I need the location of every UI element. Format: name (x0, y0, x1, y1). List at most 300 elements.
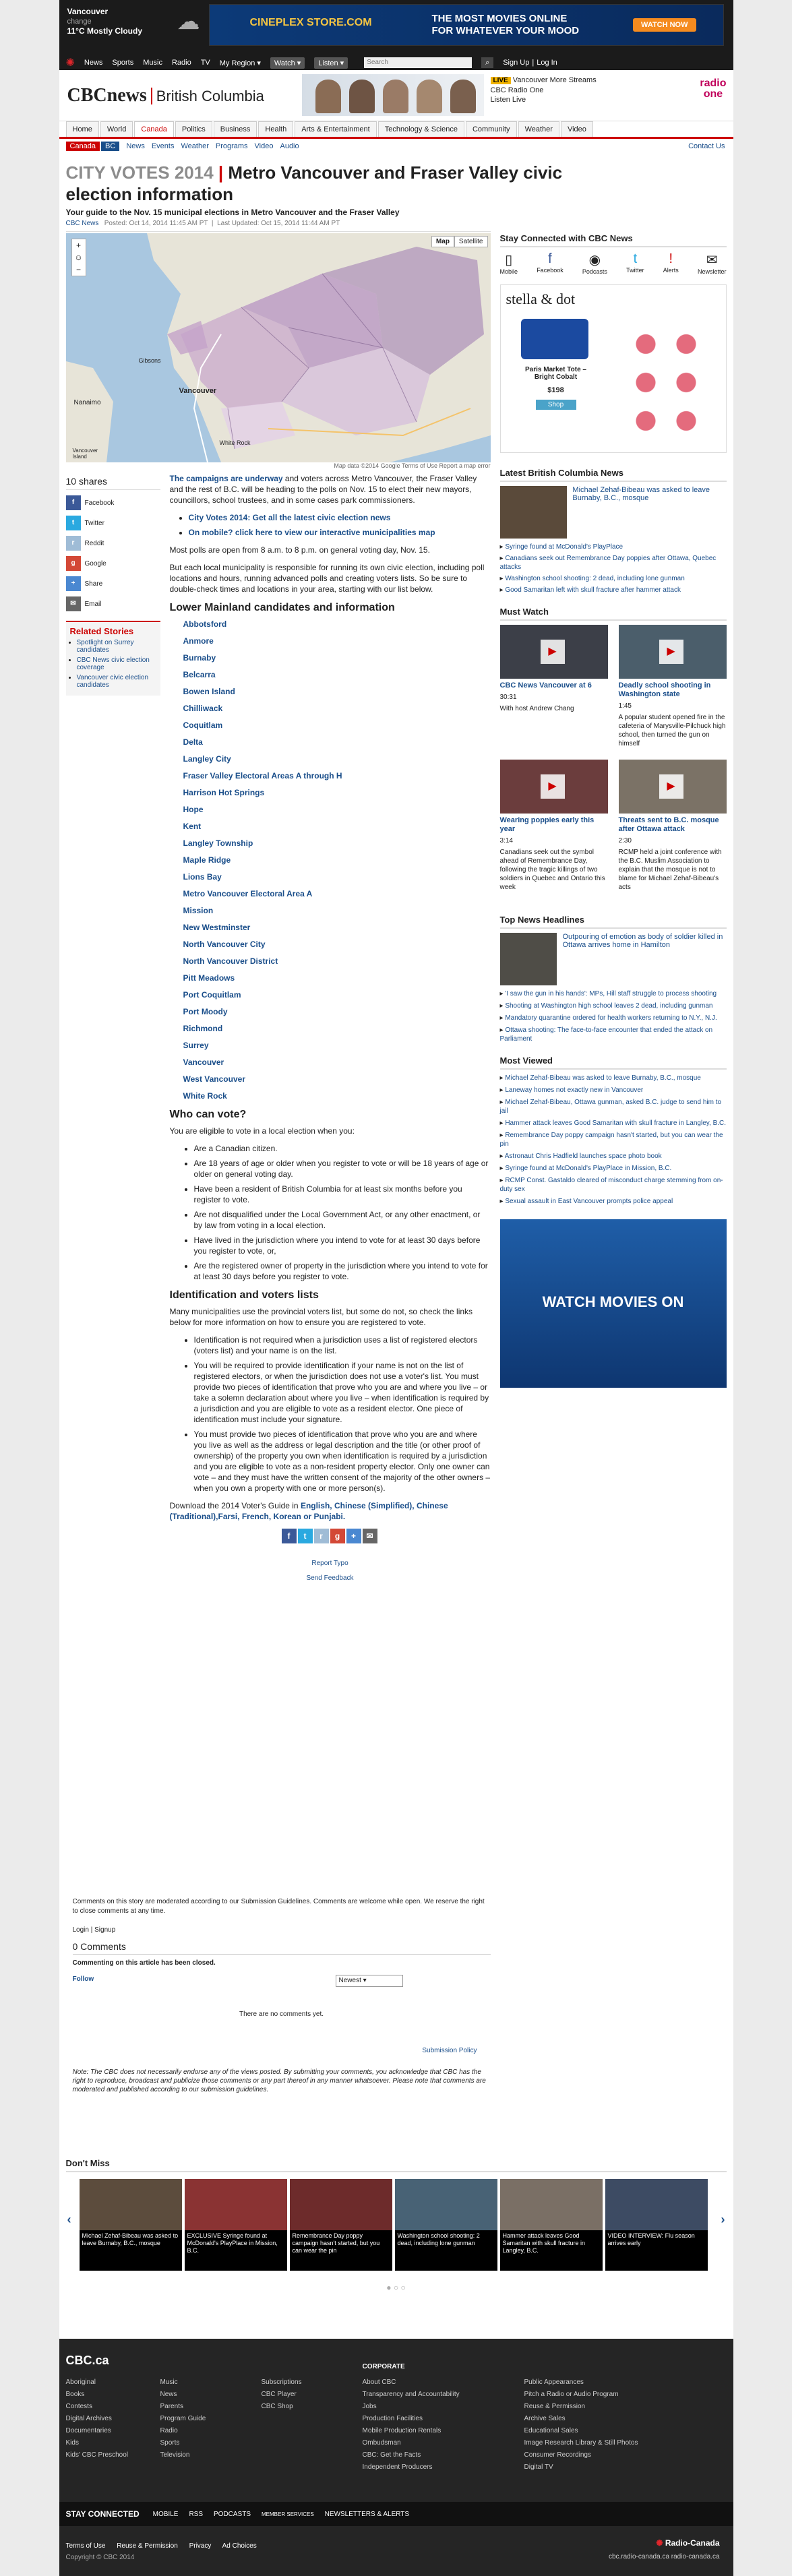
footer-link[interactable]: Pitch a Radio or Audio Program (524, 2391, 619, 2398)
most-viewed-list (500, 1074, 727, 1206)
stay-link[interactable]: MEMBER SERVICES (262, 2511, 314, 2517)
video-duration: 2:30 (618, 837, 632, 845)
login-signup-link[interactable]: Login | Signup (72, 1926, 116, 1934)
footer-link[interactable]: CBC Player (261, 2391, 297, 2398)
video-title[interactable]: Deadly school shooting in Washington state (618, 681, 711, 698)
footer-link[interactable]: Contests (65, 2403, 92, 2410)
latest-news-link[interactable]: Washington school shooting: 2 dead, including lone gunman (505, 575, 685, 582)
video-card[interactable] (619, 760, 727, 894)
dont-miss-card[interactable] (80, 2179, 182, 2271)
mobile-icon: ▯ (505, 253, 513, 268)
stay-link[interactable]: RSS (189, 2510, 203, 2518)
municipality-item (183, 770, 491, 781)
share-count: 10 shares (66, 476, 160, 490)
ad-product: Paris Market Tote – Bright Cobalt (525, 366, 586, 381)
carousel-next-icon[interactable]: › (721, 2213, 725, 2226)
polls-paragraph: Most polls are open from 8 a.m. to 8 p.m. on general voting day, Nov. 15. (169, 545, 430, 555)
pegman-icon[interactable]: ☺ (74, 253, 83, 262)
signup-link[interactable]: Sign Up (503, 59, 530, 67)
submission-policy-text[interactable]: Submission Policy (422, 2047, 477, 2054)
tab-home[interactable]: Home (66, 121, 99, 137)
share-reddit-label: Reddit (84, 539, 104, 547)
watch-movies-ad[interactable] (500, 1219, 727, 1388)
listen-live-link[interactable]: Listen Live (490, 96, 526, 104)
most-viewed-link[interactable]: RCMP Const. Gastaldo cleared of misconduct charge stemming from on-duty sex (499, 1177, 723, 1193)
footer-link[interactable]: Independent Producers (362, 2463, 433, 2471)
comment-note: Note: The CBC does not necessarily endorse any of the views posted. By submitting your comments, you acknowledge that CBC has the right to reproduce, broadcast and publicize those comments or any part thereof in any manner whatsoever. Please note that comments are moderated and published according to our submission guidelines. (72, 2068, 486, 2093)
identification-item: • You must provide two pieces of identification that prove who you are and where you live as well as the address or legal description and the title (or other proof of ownership) of the property you own when identification is required by a jurisdiction and you are eligible to vote as a non-resident property elector. Only one owner can vote – and they must have the written consent of the majority of the other owners – when you own a property with one or more person(s). (194, 1429, 491, 1494)
municipality-item (183, 1074, 491, 1084)
search-icon[interactable]: ⌕ (481, 57, 493, 68)
search-input[interactable]: Search (364, 57, 472, 68)
logo-text: CBCnews (67, 85, 147, 106)
municipality-link[interactable]: Lions Bay (183, 872, 222, 882)
video-duration: 1:45 (618, 702, 632, 710)
footer-link[interactable]: Production Facilities (362, 2415, 423, 2422)
video-thumb (619, 625, 727, 679)
stella-dot-ad[interactable] (500, 284, 727, 453)
article-meta: CBC News Posted: Oct 14, 2014 11:45 AM PT | Last Updated: Oct 15, 2014 11:44 AM PT (66, 220, 491, 232)
tab-weather[interactable]: Weather (518, 121, 559, 137)
most-viewed-link[interactable]: Remembrance Day poppy campaign hasn't started, but you can wear the pin (499, 1132, 723, 1148)
listen-button[interactable]: Listen ▾ (314, 57, 348, 69)
footer (59, 2339, 733, 2576)
global-nav-radio[interactable]: Radio (171, 59, 191, 67)
comment-policy: Comments on this story are moderated according to our Submission Guidelines. Comments are welcome while open. We reserve the right to close comments at any time. (72, 1898, 485, 1915)
connect-facebook[interactable] (537, 251, 563, 275)
share-facebook[interactable] (66, 495, 160, 510)
candidates-heading: Lower Mainland candidates and information (169, 602, 395, 613)
footer-link[interactable]: Jobs (362, 2403, 377, 2410)
footer-link[interactable]: Parents (160, 2403, 183, 2410)
video-thumb (500, 760, 608, 814)
weather-change-link[interactable]: change (67, 18, 92, 26)
municipality-link[interactable]: West Vancouver (183, 1074, 245, 1084)
connect-newsletter[interactable] (698, 251, 727, 275)
stay-link[interactable]: NEWSLETTERS & ALERTS (324, 2510, 410, 2518)
twitter-icon[interactable]: t (298, 1529, 313, 1543)
municipality-link[interactable]: New Westminster (183, 923, 251, 932)
subnav-video[interactable]: Video (254, 142, 274, 150)
footer-link[interactable]: Books (65, 2391, 85, 2398)
latest-news-list: ▸ Syringe found at McDonald's PlayPlace ▸ Canadians seek out Remembrance Day poppies after Ottawa, Quebec attacks ▸ Washington school shooting: 2 dead, including lone gunman ▸ Good Samaritan left with skull fracture after hammer attack (499, 543, 717, 594)
footer-link[interactable]: Program Guide (160, 2415, 206, 2422)
share-reddit[interactable] (66, 536, 160, 551)
connect-alerts[interactable] (663, 251, 679, 275)
share-email[interactable] (66, 596, 160, 611)
global-nav-sports[interactable]: Sports (112, 59, 134, 67)
municipality-link[interactable]: Burnaby (183, 653, 216, 663)
facebook-icon: f (66, 495, 81, 510)
footer-link[interactable]: Sports (160, 2439, 180, 2447)
mobile-map-link[interactable]: On mobile? click here to view our interactive municipalities map (188, 528, 435, 537)
latest-news-link[interactable]: Michael Zehaf-Bibeau was asked to leave Burnaby, B.C., mosque (572, 486, 710, 502)
stay-connected-bar (59, 2502, 733, 2526)
most-viewed-link[interactable]: Syringe found at McDonald's PlayPlace in Mission, B.C. (505, 1165, 672, 1172)
top-ad-banner[interactable] (209, 4, 724, 46)
updated-date: Last Updated: Oct 15, 2014 11:44 AM PT (217, 220, 340, 227)
municipality-link[interactable]: Mission (183, 906, 214, 915)
footer-link[interactable]: Educational Sales (524, 2427, 578, 2434)
footer-link[interactable]: Mobile Production Rentals (362, 2427, 441, 2434)
tab-canada[interactable]: Canada (134, 121, 174, 137)
tab-community[interactable]: Community (466, 121, 517, 137)
global-nav: ✺ News Sports Music Radio TV My Region ▾ Watch ▾ Listen ▾ Search ⌕ Sign Up | Log In (65, 57, 557, 69)
footer-link[interactable]: Public Appearances (524, 2379, 584, 2386)
zoom-in-button[interactable]: + (75, 241, 81, 250)
campaigns-link[interactable]: The campaigns are underway (169, 474, 283, 483)
ad-line2: FOR WHATEVER YOUR MOOD (431, 25, 580, 36)
footer-link[interactable]: Image Research Library & Still Photos (524, 2439, 638, 2447)
top-news-link[interactable]: Ottawa shooting: The face-to-face encounter that ended the attack on Parliament (499, 1026, 713, 1043)
bottom-share-bar (170, 1529, 491, 1543)
video-title[interactable]: Wearing poppies early this year (499, 816, 595, 833)
global-nav-music[interactable]: Music (143, 59, 162, 67)
latest-news-link[interactable]: Syringe found at McDonald's PlayPlace (505, 543, 623, 551)
connect-mobile[interactable] (500, 251, 518, 275)
municipality-item (183, 754, 491, 764)
send-feedback-link[interactable]: Send Feedback (306, 1574, 354, 1582)
carousel-dots[interactable]: ● ○ ○ (386, 2283, 406, 2292)
login-link[interactable]: Log In (537, 59, 557, 67)
ad-shop-button[interactable]: Shop (536, 400, 576, 410)
top-news-link[interactable]: Shooting at Washington high school leaves 2 dead, including gunman (505, 1002, 713, 1010)
eligibility-item: • Are the registered owner of property in the jurisdiction where you intend to vote for at least 30 days before you register to vote. (194, 1260, 491, 1282)
footer-link[interactable]: Consumer Recordings (524, 2451, 591, 2459)
reddit-icon[interactable]: r (314, 1529, 329, 1543)
subnav-weather[interactable]: Weather (181, 142, 209, 150)
ad-line1: THE MOST MOVIES ONLINE (431, 13, 568, 24)
subnav-programs[interactable]: Programs (215, 142, 248, 150)
identification-item: • Identification is not required when a jurisdiction uses a list of registered electors (voters list) and your name is on the list. (194, 1335, 491, 1356)
top-news-title: Top News Headlines (500, 915, 727, 929)
footer-link[interactable]: CBC Shop (261, 2403, 293, 2410)
related-story-link[interactable]: CBC News civic election coverage (76, 656, 150, 671)
video-title[interactable]: CBC News Vancouver at 6 (499, 681, 592, 689)
municipality-link[interactable]: Vancouver (183, 1057, 224, 1067)
most-viewed-item: ▸ RCMP Const. Gastaldo cleared of misconduct charge stemming from on-duty sex (499, 1177, 723, 1193)
footer-link[interactable]: Subscriptions (261, 2379, 302, 2386)
video-thumb (619, 760, 727, 814)
legal-link[interactable]: Reuse & Permission (117, 2542, 178, 2550)
page-title: CITY VOTES 2014 | Metro Vancouver and Fraser Valley civic election information (65, 162, 563, 204)
cbc-news-logo[interactable] (67, 85, 264, 106)
ad-text (432, 13, 580, 37)
cbc-gem-icon[interactable]: ✺ (65, 57, 75, 69)
municipality-link[interactable]: Hope (183, 805, 204, 814)
municipality-link[interactable]: Pitt Meadows (183, 973, 235, 983)
footer-link[interactable]: Digital Archives (65, 2415, 112, 2422)
footer-brand[interactable]: CBC.ca (65, 2354, 109, 2367)
municipality-link[interactable]: Bowen Island (183, 687, 235, 696)
tab-business[interactable]: Business (214, 121, 257, 137)
municipality-link[interactable]: Kent (183, 822, 202, 831)
municipality-link[interactable]: Delta (183, 737, 203, 747)
footer-link[interactable]: Music (160, 2379, 178, 2386)
share-column (66, 476, 160, 696)
municipality-item (183, 636, 491, 646)
live-streams-link[interactable]: Vancouver More Streams (512, 76, 597, 84)
dont-miss-card[interactable] (605, 2179, 708, 2271)
bc-tag[interactable]: BC (101, 142, 119, 151)
municipality-link[interactable]: Abbotsford (183, 619, 227, 629)
reddit-icon: r (66, 536, 81, 551)
submission-policy-link[interactable] (73, 2046, 491, 2056)
top-news-link[interactable]: Mandatory quarantine ordered for health workers returning to N.Y., N.J. (505, 1014, 717, 1022)
article-subtitle: Your guide to the Nov. 15 municipal elections in Metro Vancouver and the Fraser Valley (65, 208, 400, 217)
share-facebook-label: Facebook (84, 499, 115, 507)
contact-us-link[interactable]: Contact Us (688, 142, 725, 150)
most-viewed-link[interactable]: Sexual assault in East Vancouver prompts police appeal (505, 1198, 673, 1205)
tab-politics[interactable]: Politics (175, 121, 212, 137)
share-plus-icon[interactable]: + (346, 1529, 361, 1543)
radio-canada-logo[interactable] (656, 2538, 719, 2548)
footer-link[interactable]: Transparency and Accountability (362, 2391, 460, 2398)
municipality-link[interactable]: Anmore (183, 636, 214, 646)
municipality-link[interactable]: North Vancouver City (183, 940, 266, 949)
footer-link[interactable]: Reuse & Permission (524, 2403, 586, 2410)
share-google[interactable] (66, 556, 160, 571)
municipality-item (183, 973, 491, 983)
most-viewed-link[interactable]: Hammer attack leaves Good Samaritan with skull fracture in Langley, B.C. (505, 1120, 727, 1127)
tote-image (521, 319, 588, 359)
global-nav-news[interactable]: News (84, 59, 103, 67)
top-news-link[interactable]: 'I saw the gun in his hands': MPs, Hill staff struggle to process shooting (505, 990, 717, 998)
legal-link[interactable]: Terms of Use (65, 2542, 106, 2550)
municipality-item (183, 821, 491, 832)
radio-logo-2: one (703, 88, 723, 100)
municipality-link[interactable]: Harrison Hot Springs (183, 788, 265, 797)
play-icon: ▶ (541, 640, 565, 664)
voters-guide-languages[interactable]: English, Chinese (Simplified), Chinese (Traditional),Farsi, French, Korean or Punjabi. (169, 1501, 448, 1521)
live-stream-box[interactable] (491, 75, 597, 104)
earrings-image (615, 312, 717, 440)
city-votes-link[interactable]: City Votes 2014: Get all the latest civic election news (188, 513, 391, 522)
municipality-item (183, 804, 491, 815)
subnav-audio[interactable]: Audio (280, 142, 299, 150)
ad-price: $198 (547, 386, 564, 394)
google-plus-icon[interactable]: g (330, 1529, 345, 1543)
stay-connected-title: STAY CONNECTED (65, 2509, 140, 2519)
eligibility-item: • Have lived in the jurisdiction where you intend to vote for at least 30 days before you register to vote, or, (194, 1235, 491, 1256)
footer-col-1 (66, 2376, 129, 2461)
connect-label: Facebook (537, 267, 563, 274)
latest-news-title: Latest British Columbia News (500, 468, 727, 482)
email-icon[interactable]: ✉ (363, 1529, 377, 1543)
video-card[interactable] (500, 760, 608, 894)
global-nav-tv[interactable]: TV (200, 59, 210, 67)
card-caption: Washington school shooting: 2 dead, including lone gunman (395, 2230, 497, 2271)
eligibility-item: • Are a Canadian citizen. (194, 1143, 491, 1154)
municipality-item (183, 652, 491, 663)
connect-label: Mobile (499, 268, 518, 275)
map-svg (66, 233, 491, 462)
article-body (170, 473, 491, 1588)
most-viewed-link[interactable]: Astronaut Chris Hadfield launches space photo book (504, 1153, 662, 1160)
municipality-link[interactable]: White Rock (183, 1091, 227, 1101)
municipality-link[interactable]: Belcarra (183, 670, 216, 679)
identification-item: • You will be required to provide identification if your name is not on the list of registered electors, or when the jurisdiction does not use a voter's list. You must provide two pieces of identification that prove who you are and where you live – or take a solemn declaration about where you live – when identification is required by a jurisdiction and you are eligible to vote as a resident elector. One piece of identification must include your signature. (194, 1360, 491, 1425)
watch-button[interactable]: Watch ▾ (270, 57, 305, 69)
municipality-item (183, 619, 491, 630)
dont-miss-title: Don't Miss (66, 2158, 727, 2172)
municipality-link[interactable]: Richmond (183, 1024, 223, 1033)
related-story-link[interactable]: Vancouver civic election candidates (76, 674, 149, 689)
footer-link[interactable]: Documentaries (65, 2427, 111, 2434)
must-watch-grid (500, 625, 727, 894)
twitter-icon: t (633, 251, 638, 266)
related-story-link[interactable]: Spotlight on Surrey candidates (76, 639, 134, 654)
most-viewed-link[interactable]: Laneway homes not exactly new in Vancouver (505, 1086, 644, 1094)
subnav-news[interactable]: News (126, 142, 145, 150)
identification-heading: Identification and voters lists (169, 1289, 319, 1301)
latest-news-link[interactable]: Good Samaritan left with skull fracture after hammer attack (505, 586, 681, 594)
top-news-photo (500, 933, 557, 985)
share-email-label: Email (84, 600, 102, 608)
stay-link[interactable]: MOBILE (152, 2510, 179, 2518)
intro-text: and voters across Metro Vancouver, the Fraser Valley and the rest of B.C. will be heading to the polls on Nov. 15 to elect their new mayors, councillors, school trustees, and in some cases park commissioners. (169, 474, 477, 505)
footer-link[interactable]: About CBC (362, 2379, 396, 2386)
top-news-link[interactable]: Outpouring of emotion as body of soldier killed in Ottawa arrives home in Hamilton (562, 933, 723, 949)
municipality-link[interactable]: Fraser Valley Electoral Areas A through H (183, 771, 342, 780)
posted-date: Posted: Oct 14, 2014 11:45 AM PT (104, 220, 208, 227)
dont-miss-card[interactable] (500, 2179, 603, 2271)
map-type-satellite[interactable]: Satellite (454, 236, 488, 247)
dont-miss-card[interactable] (185, 2179, 287, 2271)
section-nav (59, 121, 733, 139)
map-type-map[interactable]: Map (431, 236, 454, 247)
footer-urls[interactable]: cbc.radio-canada.ca radio-canada.ca (608, 2553, 720, 2560)
municipality-item (183, 922, 491, 933)
footer-link[interactable]: Television (160, 2451, 190, 2459)
follow-button[interactable]: Follow (72, 1975, 94, 1983)
comment-controls (73, 1975, 491, 1987)
dont-miss-card[interactable] (290, 2179, 392, 2271)
hosts-photo (302, 74, 484, 116)
most-viewed-link[interactable]: Michael Zehaf-Bibeau, Ottawa gunman, asked B.C. judge to send him to jail (499, 1099, 722, 1115)
footer-link[interactable]: Digital TV (524, 2463, 553, 2471)
most-viewed-item: ▸ Remembrance Day poppy campaign hasn't started, but you can wear the pin (499, 1132, 723, 1148)
share-plus-icon: + (66, 576, 81, 591)
alert-icon: ! (669, 251, 673, 266)
video-desc: A popular student opened fire in the cafeteria of Marysville-Pilchuck high school, then turned the gun on himself (618, 714, 726, 747)
municipality-link[interactable]: Langley City (183, 754, 231, 764)
footer-link[interactable]: News (160, 2391, 177, 2398)
municipality-item (183, 669, 491, 680)
municipality-link[interactable]: Port Coquitlam (183, 990, 241, 1000)
canada-tag[interactable]: Canada (66, 142, 100, 151)
municipality-item (183, 888, 491, 899)
ad-brand: stella & dot (506, 290, 576, 307)
weather-widget[interactable] (67, 7, 143, 36)
legal-link[interactable]: Privacy (189, 2542, 212, 2550)
footer-link[interactable]: Kids (65, 2439, 79, 2447)
top-bar (59, 0, 733, 70)
municipality-link[interactable]: Surrey (183, 1041, 209, 1050)
municipality-link[interactable]: North Vancouver District (183, 956, 278, 966)
footer-col-4 (363, 2376, 460, 2474)
radio-one-logo[interactable] (700, 78, 726, 100)
sidebar (500, 233, 727, 1388)
subnav-events[interactable]: Events (151, 142, 175, 150)
connect-label: Twitter (626, 267, 644, 274)
map-label-white-rock: White Rock (219, 439, 251, 446)
intro-paragraph (170, 473, 491, 505)
newsletter-icon: ✉ (706, 253, 718, 268)
dont-miss-card[interactable] (395, 2179, 497, 2271)
video-desc: With host Andrew Chang (499, 705, 574, 712)
video-title[interactable]: Threats sent to B.C. mosque after Ottawa attack (618, 816, 719, 833)
zoom-out-button[interactable]: − (75, 265, 81, 274)
video-thumb (500, 625, 608, 679)
tab-arts[interactable]: Arts & Entertainment (295, 121, 377, 137)
who-can-vote-heading: Who can vote? (169, 1109, 247, 1120)
footer-link[interactable]: CBC: Get the Facts (362, 2451, 421, 2459)
footer-link[interactable]: Ombudsman (362, 2439, 401, 2447)
guide-prefix: Download the 2014 Voter's Guide in (169, 1501, 299, 1510)
most-viewed-item: ▸ Syringe found at McDonald's PlayPlace in Mission, B.C. (499, 1165, 672, 1172)
legal-link[interactable]: Ad Choices (222, 2542, 257, 2550)
footer-link[interactable]: Archive Sales (524, 2415, 566, 2422)
footer-link[interactable]: Aboriginal (65, 2379, 96, 2386)
byline-link[interactable]: CBC News (65, 220, 99, 227)
tab-video[interactable]: Video (561, 121, 593, 137)
municipality-link[interactable]: Chilliwack (183, 704, 223, 713)
global-nav-my-region[interactable]: My Region ▾ (219, 59, 261, 67)
tab-health[interactable]: Health (258, 121, 293, 137)
connect-twitter[interactable] (626, 251, 644, 275)
municipality-item (183, 939, 491, 950)
most-viewed-link[interactable]: Michael Zehaf-Bibeau was asked to leave Burnaby, B.C., mosque (505, 1074, 701, 1082)
ad-watch-button[interactable]: WATCH NOW (633, 18, 696, 32)
map-attribution: Map data ©2014 Google Terms of Use Report a map error (334, 462, 491, 469)
tab-technology[interactable]: Technology & Science (378, 121, 464, 137)
municipality-link[interactable]: Port Moody (183, 1007, 228, 1016)
footer-link[interactable]: Radio (160, 2427, 178, 2434)
tab-world[interactable]: World (100, 121, 133, 137)
page (59, 0, 733, 2576)
share-twitter[interactable] (66, 516, 160, 530)
latest-news-link[interactable]: Canadians seek out Remembrance Day poppies after Ottawa, Quebec attacks (499, 555, 717, 571)
share-more[interactable] (66, 576, 160, 591)
video-card[interactable] (619, 625, 727, 746)
municipality-item (183, 838, 491, 849)
carousel-prev-icon[interactable]: ‹ (67, 2213, 71, 2226)
rc-text: Radio-Canada (665, 2538, 720, 2548)
municipality-link[interactable]: Coquitlam (183, 720, 223, 730)
comments-section (73, 1897, 491, 2094)
municipality-item (183, 1023, 491, 1034)
municipality-link[interactable]: Metro Vancouver Electoral Area A (183, 889, 313, 898)
municipality-link[interactable]: Langley Township (183, 838, 253, 848)
id-intro: Many municipalities use the provincial voters list, but some do not, so check the links below for more information on how to ensure you are registered to vote. (169, 1307, 473, 1327)
facebook-icon[interactable]: f (282, 1529, 297, 1543)
report-typo-link[interactable]: Report Typo (311, 1560, 348, 1567)
stay-link[interactable]: PODCASTS (214, 2510, 251, 2518)
sort-select[interactable]: Newest ▾ (336, 1975, 403, 1987)
quick-links (189, 512, 491, 538)
play-icon: ▶ (659, 640, 683, 664)
related-title: Related Stories (69, 626, 134, 636)
connect-podcasts[interactable] (582, 251, 607, 275)
municipality-item (183, 905, 491, 916)
municipality-item (183, 956, 491, 967)
video-card[interactable] (500, 625, 608, 746)
municipality-link[interactable]: Maple Ridge (183, 855, 231, 865)
municipality-item (183, 787, 491, 798)
municipalities-map[interactable] (66, 233, 491, 462)
footer-link[interactable]: Kids' CBC Preschool (65, 2451, 128, 2459)
